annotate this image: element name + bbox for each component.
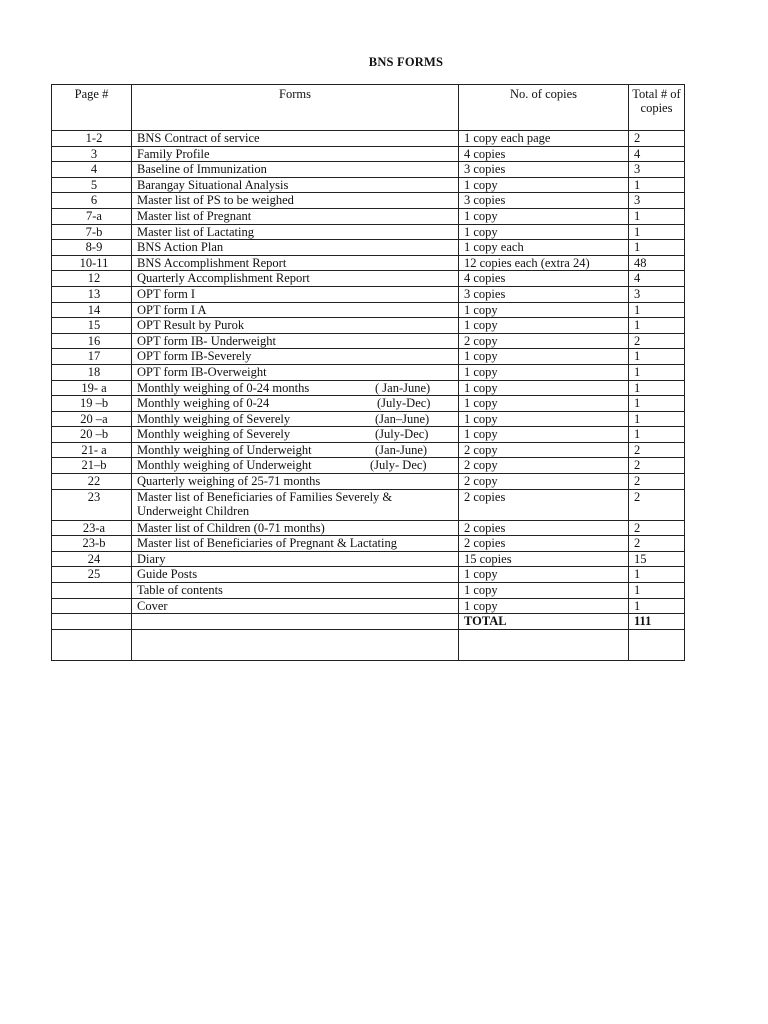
copies-cell: 1 copy each [459, 240, 629, 256]
page-number-cell: 25 [52, 567, 132, 583]
copies-cell: 2 copy [459, 333, 629, 349]
form-name-cell: Diary [132, 551, 459, 567]
form-name-wrapper [137, 458, 458, 472]
copies-cell: 1 copy [459, 208, 629, 224]
copies-cell: 15 copies [459, 551, 629, 567]
total-copies-cell: 2 [629, 442, 685, 458]
page-number-cell: 23-a [52, 520, 132, 536]
page-number-cell: 21- a [52, 442, 132, 458]
page-number-cell [52, 598, 132, 614]
page-number-cell: 16 [52, 333, 132, 349]
page-number-cell: 14 [52, 302, 132, 318]
copies-cell: 1 copy [459, 598, 629, 614]
total-copies-cell: 3 [629, 286, 685, 302]
total-row-forms-cell [132, 614, 459, 630]
total-copies-cell: 3 [629, 162, 685, 178]
total-copies-cell: 1 [629, 224, 685, 240]
table-row [52, 131, 685, 147]
form-name-cell: BNS Contract of service [132, 131, 459, 147]
form-period: (Jan–June) [375, 411, 430, 426]
total-row-page-cell [52, 614, 132, 630]
form-period: (July-Dec) [375, 427, 429, 442]
copies-cell: 12 copies each (extra 24) [459, 255, 629, 271]
page-number-cell: 8-9 [52, 240, 132, 256]
table-row [52, 364, 685, 380]
total-copies-cell: 1 [629, 411, 685, 427]
table-row [52, 255, 685, 271]
table-row [52, 333, 685, 349]
copies-cell: 1 copy each page [459, 131, 629, 147]
table-row [52, 489, 685, 520]
page-number-cell: 20 –a [52, 411, 132, 427]
table-row [52, 162, 685, 178]
form-name: Monthly weighing of 0-24 [137, 396, 270, 411]
total-copies-cell: 15 [629, 551, 685, 567]
table-row [52, 240, 685, 256]
total-copies-cell: 2 [629, 333, 685, 349]
total-copies-cell: 2 [629, 489, 685, 520]
table-row [52, 271, 685, 287]
total-label-text: TOTAL [464, 614, 507, 629]
form-name-wrapper [137, 443, 458, 457]
header-total: Total # of copies [629, 85, 685, 131]
form-name-cell: Quarterly Accomplishment Report [132, 271, 459, 287]
total-copies-cell: 1 [629, 583, 685, 599]
copies-cell: 3 copies [459, 193, 629, 209]
copies-cell: 2 copies [459, 536, 629, 552]
form-name-cell [132, 427, 459, 443]
table-row [52, 396, 685, 412]
form-period: (July- Dec) [370, 458, 427, 473]
total-copies-cell: 1 [629, 302, 685, 318]
form-name-cell [132, 411, 459, 427]
form-name: Monthly weighing of Severely [137, 411, 291, 426]
page-number-cell: 1-2 [52, 131, 132, 147]
form-name: Monthly weighing of Underweight [137, 458, 312, 473]
form-name-wrapper [137, 412, 458, 426]
total-copies-cell: 3 [629, 193, 685, 209]
form-name-cell: Quarterly weighing of 25-71 months [132, 474, 459, 490]
table-row [52, 442, 685, 458]
table-row [52, 458, 685, 474]
total-copies-cell: 1 [629, 364, 685, 380]
table-row [52, 411, 685, 427]
page-number-cell: 7-a [52, 208, 132, 224]
total-copies-cell: 1 [629, 396, 685, 412]
form-name-wrapper [137, 381, 458, 395]
copies-cell: 1 copy [459, 427, 629, 443]
bns-forms-table [51, 84, 685, 661]
table-body [52, 131, 685, 614]
form-name: Monthly weighing of Underweight [137, 442, 312, 457]
table-row [52, 349, 685, 365]
blank-cell [52, 629, 132, 660]
table-row [52, 286, 685, 302]
page-number-cell [52, 583, 132, 599]
header-forms: Forms [132, 85, 459, 131]
table-row [52, 567, 685, 583]
total-copies-cell: 1 [629, 567, 685, 583]
form-name: Monthly weighing of Severely [137, 427, 291, 442]
form-name-cell: Master list of PS to be weighed [132, 193, 459, 209]
copies-cell: 1 copy [459, 364, 629, 380]
form-name-cell: OPT Result by Purok [132, 318, 459, 334]
page-number-cell: 5 [52, 177, 132, 193]
total-value-text: 111 [634, 614, 652, 629]
copies-cell: 1 copy [459, 396, 629, 412]
total-copies-cell: 2 [629, 474, 685, 490]
form-period: (Jan-June) [375, 442, 428, 457]
blank-cell [132, 629, 459, 660]
table-header-row [52, 85, 685, 131]
total-copies-cell: 2 [629, 131, 685, 147]
form-period: ( Jan-June) [375, 380, 431, 395]
table-row [52, 380, 685, 396]
total-copies-cell: 1 [629, 240, 685, 256]
total-copies-cell: 1 [629, 208, 685, 224]
table-row [52, 208, 685, 224]
total-value [629, 614, 685, 630]
form-name-cell: Cover [132, 598, 459, 614]
blank-cell [629, 629, 685, 660]
copies-cell: 2 copies [459, 489, 629, 520]
form-name-cell: Table of contents [132, 583, 459, 599]
copies-cell: 1 copy [459, 318, 629, 334]
form-period: (July-Dec) [377, 396, 431, 411]
total-copies-cell: 48 [629, 255, 685, 271]
table-row [52, 193, 685, 209]
page-number-cell: 19 –b [52, 396, 132, 412]
table-row [52, 146, 685, 162]
copies-cell: 1 copy [459, 411, 629, 427]
form-name-cell: Guide Posts [132, 567, 459, 583]
page-number-cell: 23 [52, 489, 132, 520]
blank-row [52, 629, 685, 660]
copies-cell: 3 copies [459, 162, 629, 178]
form-name-cell: OPT form I [132, 286, 459, 302]
page-number-cell: 17 [52, 349, 132, 365]
table-row [52, 318, 685, 334]
header-page: Page # [52, 85, 132, 131]
copies-cell: 1 copy [459, 349, 629, 365]
table-row [52, 551, 685, 567]
form-name-wrapper [137, 396, 458, 410]
table-row [52, 224, 685, 240]
table-row [52, 177, 685, 193]
form-name: Monthly weighing of 0-24 months [137, 380, 310, 395]
form-name-cell: Family Profile [132, 146, 459, 162]
total-copies-cell: 1 [629, 318, 685, 334]
copies-cell: 2 copies [459, 520, 629, 536]
form-name-cell: Master list of Lactating [132, 224, 459, 240]
form-name-cell: Master list of Beneficiaries of Pregnant & Lactating [132, 536, 459, 552]
total-label [459, 614, 629, 630]
page-number-cell: 21–b [52, 458, 132, 474]
copies-cell: 4 copies [459, 271, 629, 287]
total-copies-cell: 1 [629, 598, 685, 614]
page-number-cell: 23-b [52, 536, 132, 552]
total-copies-cell: 4 [629, 271, 685, 287]
form-name-cell: OPT form IB-Severely [132, 349, 459, 365]
total-copies-cell: 2 [629, 458, 685, 474]
page-number-cell: 19- a [52, 380, 132, 396]
page-number-cell: 24 [52, 551, 132, 567]
table-row [52, 474, 685, 490]
total-copies-cell: 2 [629, 520, 685, 536]
form-name-cell [132, 396, 459, 412]
table-row [52, 583, 685, 599]
table-row [52, 302, 685, 318]
copies-cell: 1 copy [459, 177, 629, 193]
total-copies-cell: 1 [629, 380, 685, 396]
page-number-cell: 6 [52, 193, 132, 209]
form-name-cell: Baseline of Immunization [132, 162, 459, 178]
form-name-cell: Master list of Beneficiaries of Families Severely & Underweight Children [132, 489, 459, 520]
copies-cell: 1 copy [459, 380, 629, 396]
form-name-cell: BNS Accomplishment Report [132, 255, 459, 271]
page-number-cell: 3 [52, 146, 132, 162]
form-name-cell: Barangay Situational Analysis [132, 177, 459, 193]
form-name-cell: Master list of Pregnant [132, 208, 459, 224]
page-number-cell: 13 [52, 286, 132, 302]
page-number-cell: 20 –b [52, 427, 132, 443]
total-copies-cell: 1 [629, 177, 685, 193]
total-copies-cell: 4 [629, 146, 685, 162]
page-number-cell: 15 [52, 318, 132, 334]
copies-cell: 3 copies [459, 286, 629, 302]
form-name-cell [132, 380, 459, 396]
document-title: BNS FORMS [368, 55, 444, 69]
form-name-cell [132, 442, 459, 458]
total-row [52, 614, 685, 630]
copies-cell: 1 copy [459, 567, 629, 583]
copies-cell: 4 copies [459, 146, 629, 162]
page-number-cell: 10-11 [52, 255, 132, 271]
total-copies-cell: 1 [629, 349, 685, 365]
page-number-cell: 12 [52, 271, 132, 287]
page-number-cell: 18 [52, 364, 132, 380]
copies-cell: 1 copy [459, 302, 629, 318]
table-row [52, 520, 685, 536]
copies-cell: 2 copy [459, 474, 629, 490]
copies-cell: 1 copy [459, 224, 629, 240]
page-number-cell: 4 [52, 162, 132, 178]
page-number-cell: 7-b [52, 224, 132, 240]
copies-cell: 1 copy [459, 583, 629, 599]
copies-cell: 2 copy [459, 442, 629, 458]
table-row [52, 536, 685, 552]
form-name-cell: BNS Action Plan [132, 240, 459, 256]
total-copies-cell: 1 [629, 427, 685, 443]
form-name-cell: OPT form IB- Underweight [132, 333, 459, 349]
table-row [52, 427, 685, 443]
form-name-wrapper [137, 427, 458, 441]
header-copies: No. of copies [459, 85, 629, 131]
form-name-cell: OPT form IB-Overweight [132, 364, 459, 380]
total-copies-cell: 2 [629, 536, 685, 552]
form-name-cell: Master list of Children (0-71 months) [132, 520, 459, 536]
form-name-cell [132, 458, 459, 474]
page-number-cell: 22 [52, 474, 132, 490]
form-name-cell: OPT form I A [132, 302, 459, 318]
table-row [52, 598, 685, 614]
copies-cell: 2 copy [459, 458, 629, 474]
blank-cell [459, 629, 629, 660]
